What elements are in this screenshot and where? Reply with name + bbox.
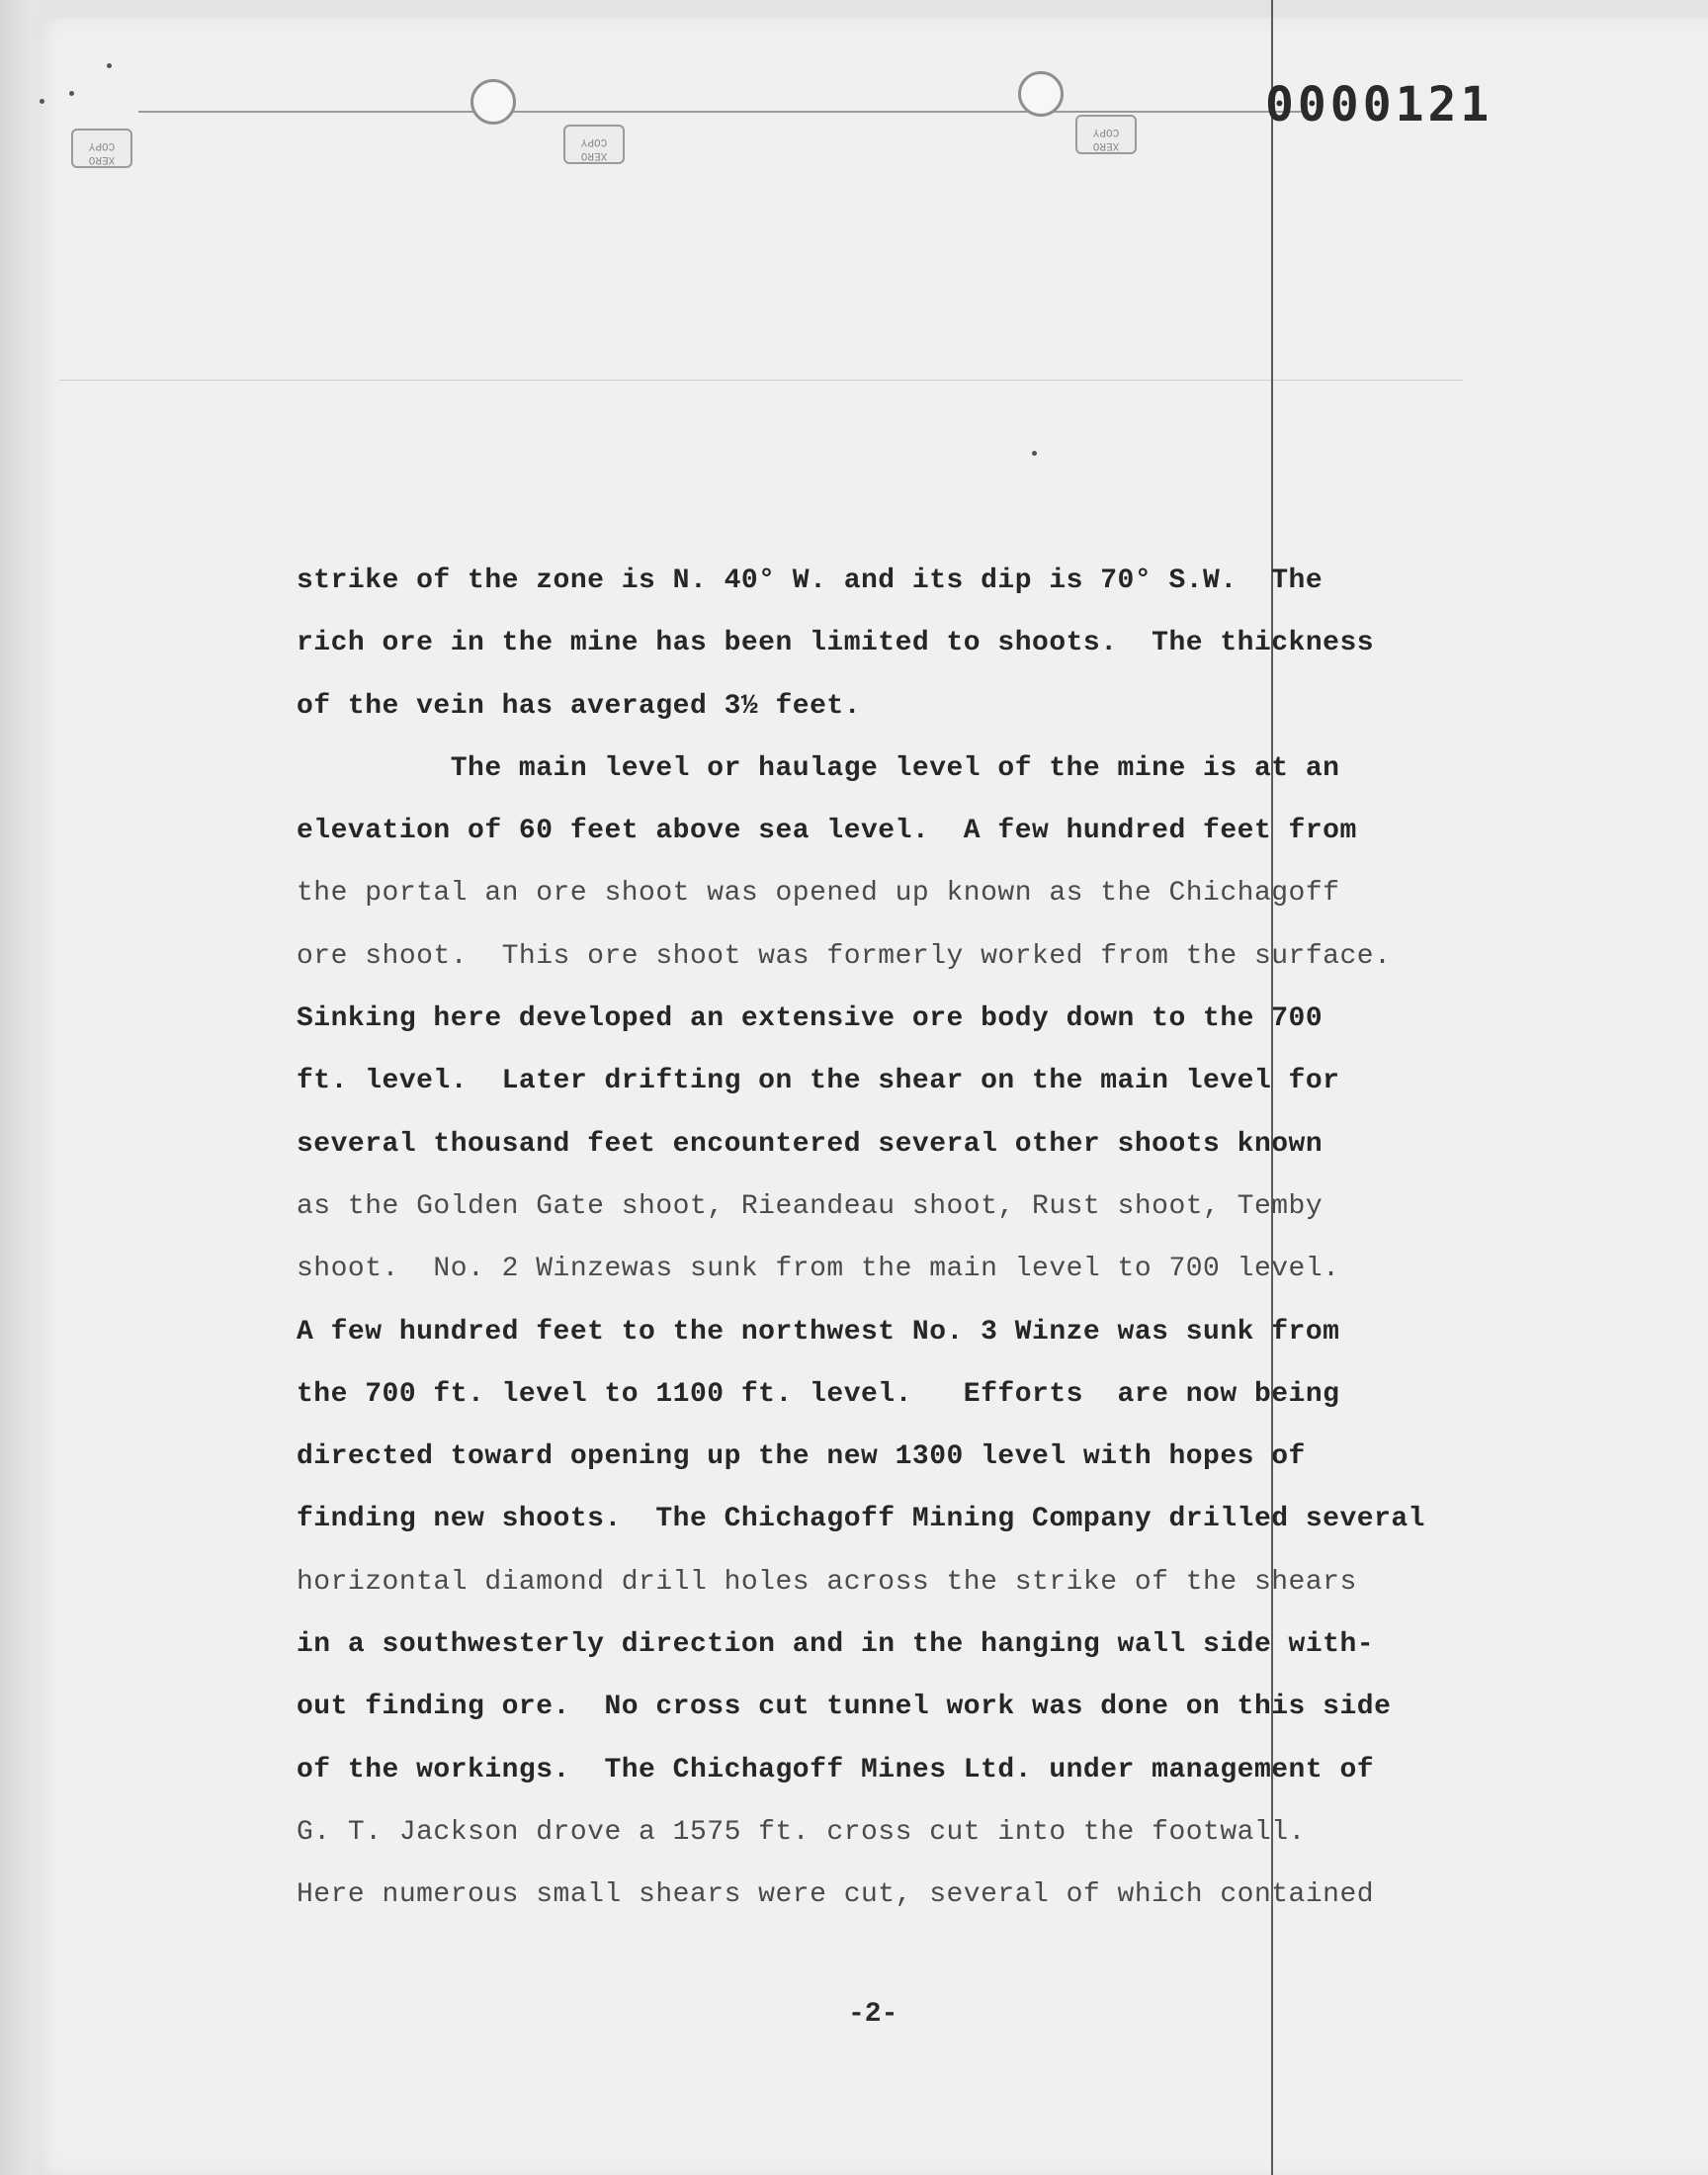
text-line: as the Golden Gate shoot, Rieandeau shoot, Rust shoot, Temby [297,1190,1324,1222]
xerox-stamp: XERO COPY [563,125,625,164]
scan-edge-shadow [0,0,51,2175]
scan-speck [107,63,112,68]
text-line: ft. level. Later drifting on the shear on the main level for [297,1066,1340,1097]
text-line: of the vein has averaged 3½ feet. [297,690,861,722]
text-line: directed toward opening up the new 1300 level with hopes of [297,1441,1306,1473]
text-line: of the workings. The Chichagoff Mines Ltd. under management of [297,1754,1375,1785]
scan-speck [69,91,74,96]
text-line: out finding ore. No cross cut tunnel work was done on this side [297,1692,1392,1723]
text-line: ore shoot. This ore shoot was formerly worked from the surface. [297,940,1392,972]
text-line: in a southwesterly direction and in the hanging wall side with- [297,1629,1375,1661]
top-binding-line [138,111,1305,113]
faint-fold-line [59,380,1463,381]
text-line: horizontal diamond drill holes across the strike of the shears [297,1566,1357,1598]
punch-hole-left [470,79,516,125]
text-line: shoot. No. 2 Winzewas sunk from the main level to 700 level. [297,1254,1340,1285]
text-line: strike of the zone is N. 40° W. and its dip is 70° S.W. The [297,566,1324,596]
text-line: Here numerous small shears were cut, several of which contained [297,1879,1375,1911]
punch-hole-right [1018,71,1064,117]
text-line: The main level or haulage level of the mine is at an [297,752,1340,784]
text-line: G. T. Jackson drove a 1575 ft. cross cut into the footwall. [297,1816,1306,1848]
text-line: elevation of 60 feet above sea level. A few hundred feet from [297,816,1357,847]
page-number: -2- [848,1999,898,2030]
body-text [297,550,1542,1927]
text-line: several thousand feet encountered several other shoots known [297,1128,1324,1160]
document-number: 0000121 [1265,77,1494,132]
text-line: Sinking here developed an extensive ore body down to the 700 [297,1003,1324,1035]
text-line: rich ore in the mine has been limited to shoots. The thickness [297,628,1375,659]
xerox-stamp: XERO COPY [1075,115,1137,154]
text-line: the 700 ft. level to 1100 ft. level. Efforts are now being [297,1378,1340,1410]
scan-speck [40,99,44,104]
xerox-stamp: XERO COPY [71,129,132,168]
text-line: finding new shoots. The Chichagoff Mining Company drilled several [297,1504,1425,1535]
text-line: A few hundred feet to the northwest No. 3 Winze was sunk from [297,1316,1340,1348]
text-line: the portal an ore shoot was opened up known as the Chichagoff [297,878,1340,910]
scan-speck [1032,451,1037,456]
